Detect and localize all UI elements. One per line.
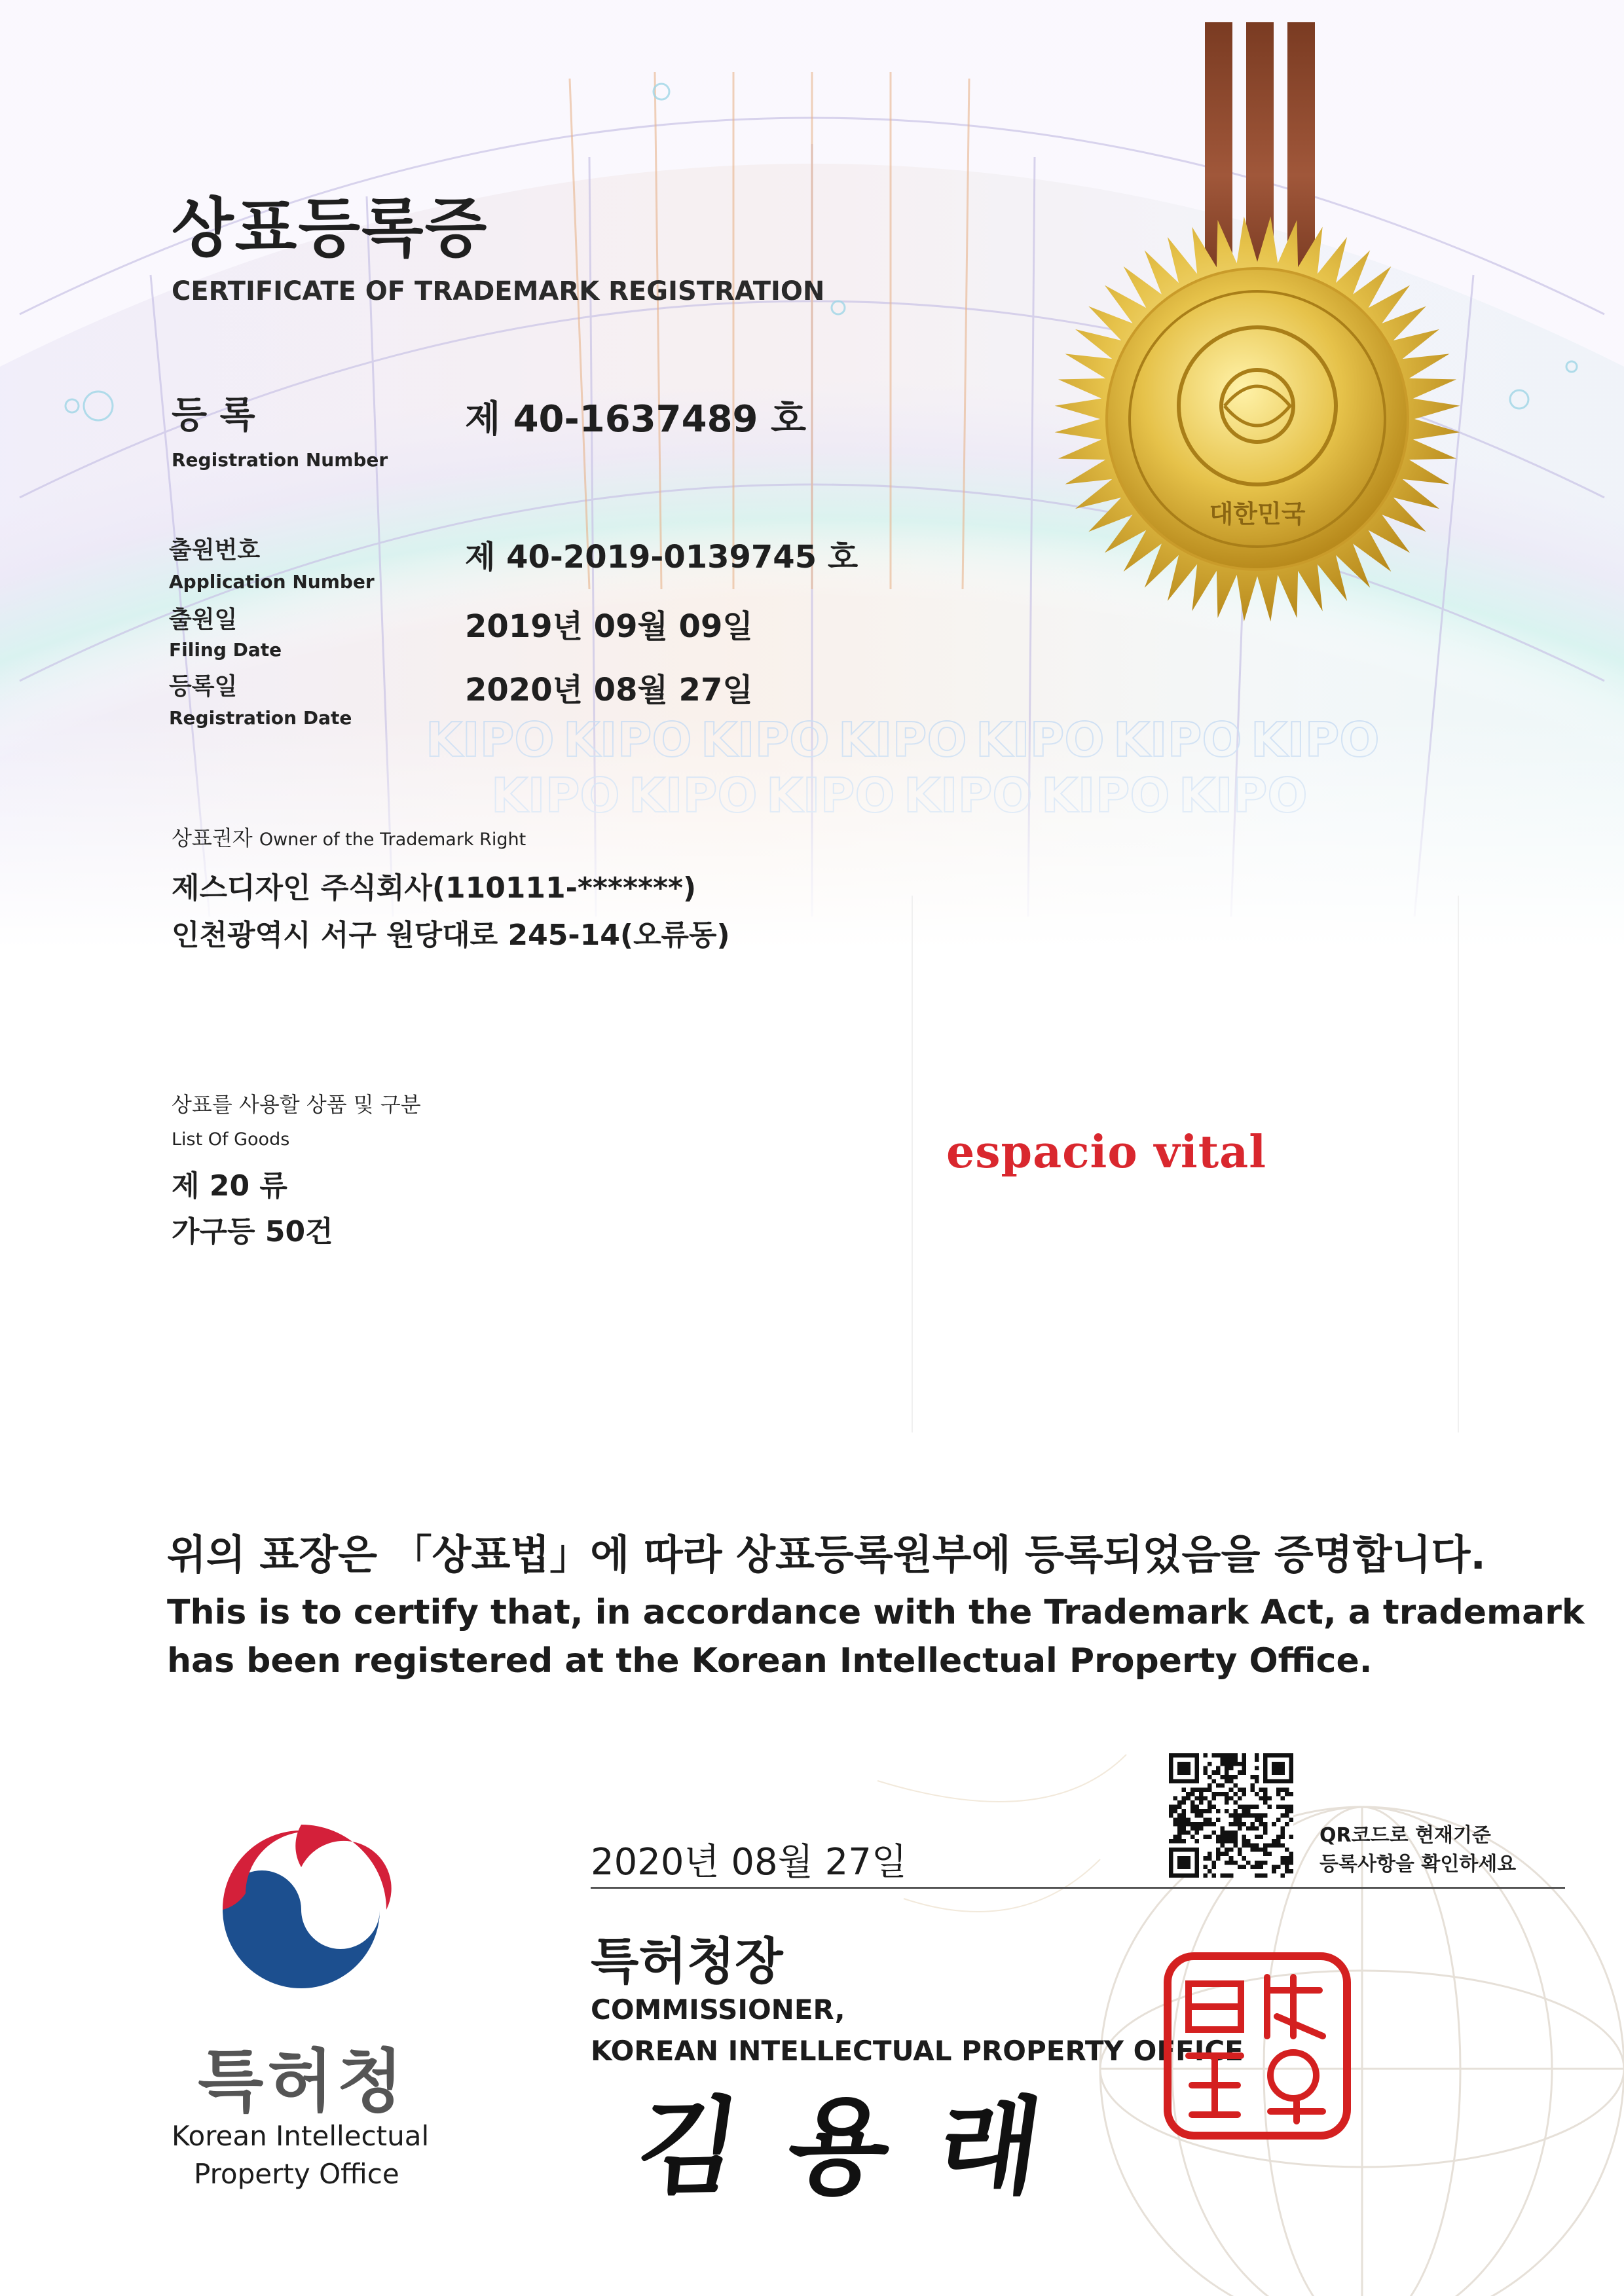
kipo-name-english-line2: Property Office xyxy=(194,2158,399,2190)
certificate-title-korean: 상표등록증 xyxy=(172,191,489,266)
registration-date-label-en: Registration Date xyxy=(169,707,352,729)
qr-code-icon[interactable] xyxy=(1169,1753,1293,1878)
owner-name: 제스디자인 주식회사(110111-*******) xyxy=(172,871,697,905)
gold-seal xyxy=(1048,210,1467,629)
certification-statement-korean: 위의 표장은 「상표법」에 따라 상표등록원부에 등록되었음을 증명합니다. xyxy=(167,1531,1486,1578)
commissioner-title-korean: 특허청장 xyxy=(591,1932,783,1990)
certificate-title-english: CERTIFICATE OF TRADEMARK REGISTRATION xyxy=(172,276,825,306)
filing-date-value: 2019년 09월 09일 xyxy=(465,608,753,645)
kipo-taegeuk-logo xyxy=(206,1815,396,2005)
owner-label xyxy=(172,822,526,852)
goods-label: 상표를 사용할 상품 및 구분 xyxy=(172,1092,421,1117)
certification-statement-english-line2: has been registered at the Korean Intellectual Property Office. xyxy=(167,1641,1373,1681)
qr-instruction-line2: 등록사항을 확인하세요 xyxy=(1320,1853,1517,1876)
commissioner-title-english-line1: COMMISSIONER, xyxy=(591,1994,845,2026)
registration-date-value: 2020년 08월 27일 xyxy=(465,672,753,708)
goods-items: 가구등 50건 xyxy=(172,1215,333,1248)
application-number-label-en: Application Number xyxy=(169,571,375,592)
filing-date-label: 출원일 xyxy=(169,606,238,633)
registration-number-label: 등 록 xyxy=(172,394,255,437)
commissioner-signature xyxy=(629,2072,1056,2210)
official-red-stamp xyxy=(1162,1951,1352,2141)
owner-label-english: Owner of the Trademark Right xyxy=(259,829,526,850)
registration-number-value: 제 40-1637489 호 xyxy=(465,398,807,441)
goods-label-english: List Of Goods xyxy=(172,1129,290,1150)
owner-address: 인천광역시 서구 원당대로 245-14(오류동) xyxy=(172,919,730,952)
application-number-value: 제 40-2019-0139745 호 xyxy=(465,539,858,575)
issue-date: 2020년 08월 27일 xyxy=(591,1841,907,1884)
application-number-label: 출원번호 xyxy=(169,537,261,564)
svg-text:대한민국: 대한민국 xyxy=(1209,500,1306,528)
certification-statement-english-line1: This is to certify that, in accordance with the Trademark Act, a trademark xyxy=(167,1593,1585,1632)
filing-date-label-en: Filing Date xyxy=(169,639,282,661)
kipo-name-english-line1: Korean Intellectual xyxy=(172,2120,430,2152)
commissioner-title-english-line2: KOREAN INTELLECTUAL PROPERTY OFFICE xyxy=(591,2035,1244,2067)
trademark-specimen: espacio vital xyxy=(946,1126,1267,1178)
qr-instruction-line1: QR코드로 현재기준 xyxy=(1320,1824,1491,1847)
owner-label-korean: 상표권자 xyxy=(172,826,253,850)
registration-number-label-en: Registration Number xyxy=(172,449,388,471)
divider xyxy=(591,1887,1565,1889)
registration-date-label: 등록일 xyxy=(169,673,238,700)
goods-class: 제 20 류 xyxy=(172,1169,287,1203)
kipo-name-korean: 특허청 xyxy=(198,2041,407,2121)
svg-text:김 용 래: 김 용 래 xyxy=(629,2085,1056,2208)
